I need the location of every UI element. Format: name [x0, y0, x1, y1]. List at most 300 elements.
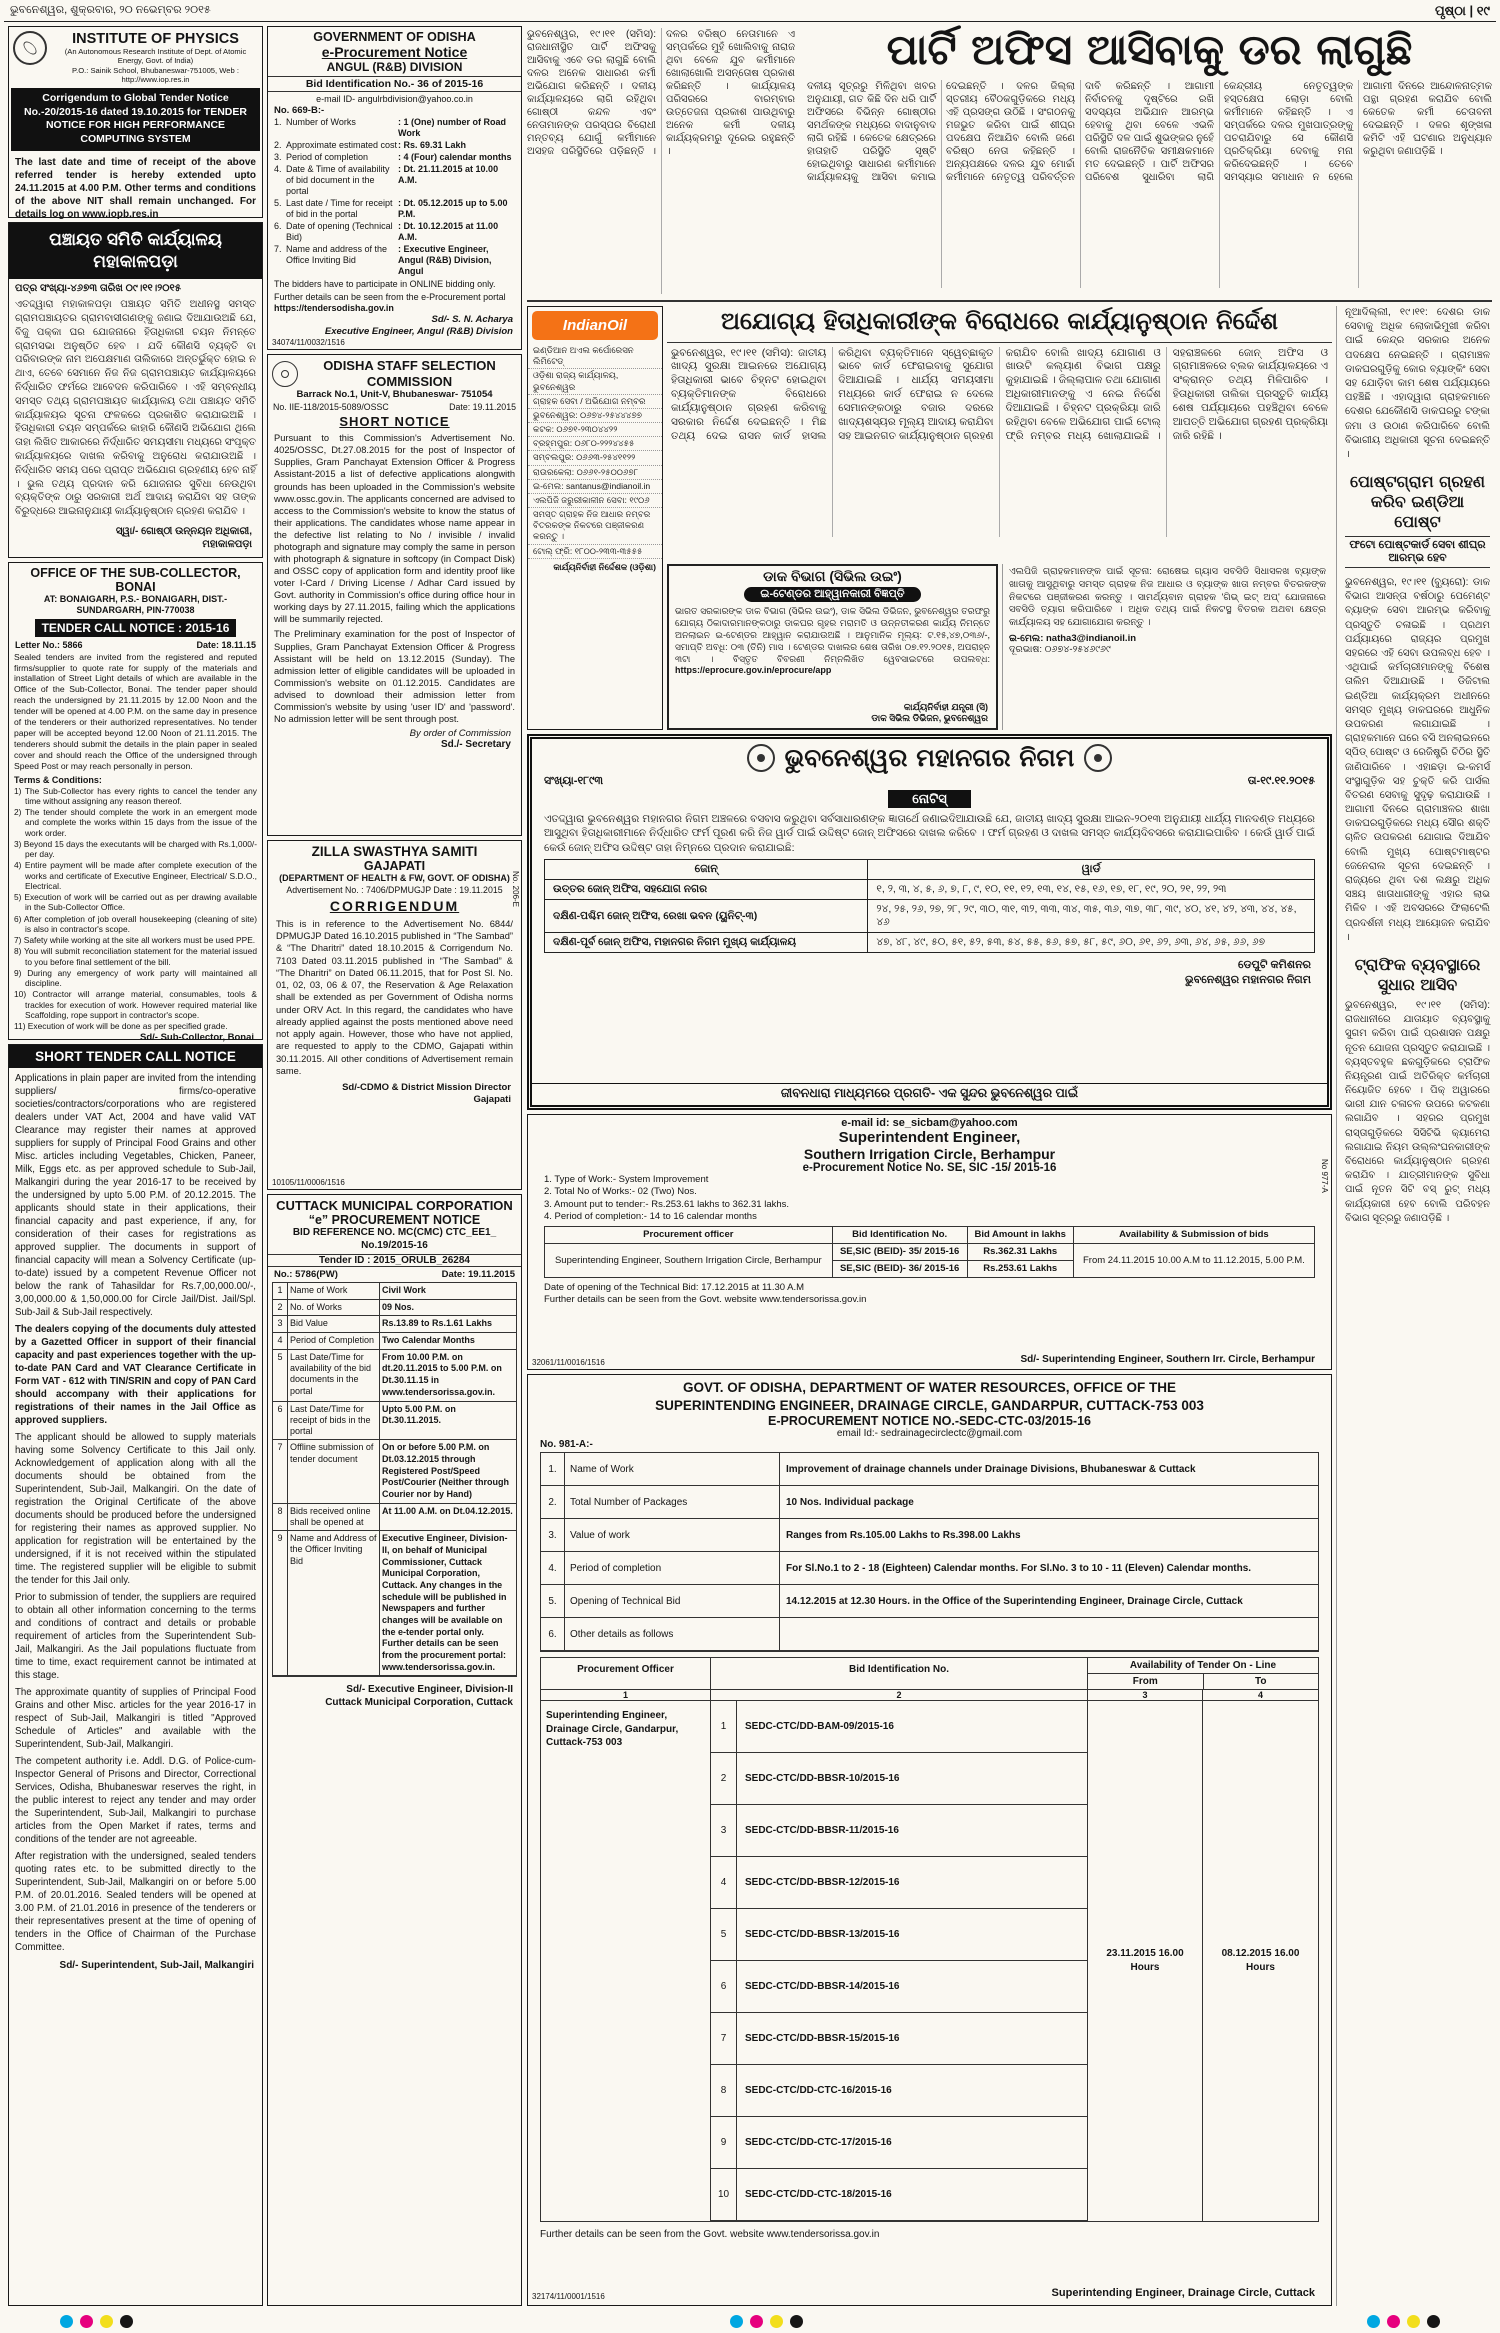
- online-note: The bidders have to participate in ONLINE bidding only.: [274, 278, 496, 289]
- notice-panchayat-samiti: [8, 222, 263, 558]
- advert-indianoil: [527, 306, 663, 730]
- term-item: 4) Entire payment will be made after complete execution of the works and certificate of Executive Engineer, Electrical/ S.D.O., Electrical.: [14, 860, 257, 891]
- procurement-officer: Superintending Engineer, Drainage Circle, Gandarpur, Cuttack-753 003: [541, 1701, 711, 2221]
- notice-date: Date: 19.11.2015: [441, 1269, 515, 1280]
- bid-row: [711, 1857, 1087, 1909]
- row-label: Bids received online shall be opened at: [288, 1504, 380, 1531]
- corporation-name: ଭୁବନେଶ୍ୱର ମହାନଗର ନିଗମ: [784, 743, 1075, 772]
- ossc-emblem-icon: [272, 361, 298, 387]
- bid-serial: 4: [711, 1857, 737, 1908]
- notice-number: ସଂଖ୍ୟା-୧୮୯୩: [544, 775, 604, 787]
- ward-list: ୧, ୨, ୩, ୪, ୫, ୬, ୭, ୮, ୯, ୧୦, ୧୧, ୧୨, ୧୩, ୧୪, ୧୫, ୧୬, ୧୭, ୧୮, ୧୯, ୨୦, ୨୧, ୨୨, ୨୩: [868, 880, 1315, 900]
- bid-details-list: [268, 116, 521, 277]
- row-value: Rs.13.89 to Rs.1.61 Lakhs: [382, 1318, 493, 1329]
- work-detail-line: 4. Period of completion:- 14 to 16 calendar months: [544, 1211, 757, 1223]
- bid-amount: Rs.253.61 Lakhs: [967, 1261, 1073, 1278]
- notice-paragraph: The Preliminary examination for the post of Inspector of Supplies, Gram Panchayat Extension Officer & Progress Assistant will be held on 13.12.2015 (Sunday). The admission letter of eligible candidates will be uploaded in Commission's website on 01.12.2015. Candidates are advised to download their admission letter from Commission's website by using 'user ID' and 'password'. No admission letter will be sent through post.: [274, 629, 515, 724]
- advert-side-code: No 977-A: [1320, 1159, 1329, 1193]
- row-number: 5.: [541, 1585, 565, 1617]
- black-mark-icon: [790, 2315, 803, 2328]
- notice-paragraph: Applications in plain paper are invited from the intending suppliers/ firms/co-operative societies/contractors/corporations who are registered dealers under VAT Act, 2004 and have valid VAT Clearance may register their names at approved suppliers for supply of Principal Food Grains and other Misc. articles including Vegetables, Chicken, Paneer, Milk, Eggs etc. as per approved schedule to Sub-Jail, Malkangiri during the year 2016-17 to be received by the undersigned by upto 5.00 P.M. of 20.12.2015. The applicants should state in their applications, their financial capacity and past experience, if any, for consideration of their cases for registrations as approved supplier. The documents in support of financial capacity will mean a Solvency Certificate (up-to-date) issued by a competent Revenue Officer not below the rank of Tahasildar for Rs.7,00,000.00/-, 3,00,000.00 & 1,50,000.00 for Circle Jail/Dist. Jail/Spl. Sub-Jail & Sub-Jail respectively.: [15, 1073, 256, 1318]
- row-number: 3.: [541, 1519, 565, 1551]
- reference-number: No. 981-A:-: [540, 1439, 593, 1451]
- yellow-mark-icon: [770, 2315, 783, 2328]
- notice-body: ଏତଦ୍ଦ୍ୱାରା ଭୁବନେଶ୍ୱର ମହାନଗର ନିଗମ ଅଞ୍ଚଳରେ ବସବାସ କରୁଥିବା ସର୍ବସାଧାରଣଙ୍କ ଜ୍ଞାତାର୍ଥେ ଜଣାଇଦିଆଯାଉଛି ଯେ, ଜାତୀୟ ଖାଦ୍ୟ ସୁରକ୍ଷା ଆଇନ-୨୦୧୩ ଅନୁଯାୟୀ ଧାର୍ଯ୍ୟ ମାନଦଣ୍ଡ ମଧ୍ୟରେ ଆସୁଥିବା ହିତାଧିକାରୀମାନେ ନିର୍ଦ୍ଧାରିତ ଫର୍ମ ପୂରଣ କରି ନିଜ ୱାର୍ଡ ପାଇଁ ଉଦ୍ଦିଷ୍ଟ ଜୋନ୍ ଅଫିସରେ ଦାଖଲ କରିବେ । ଫର୍ମ ଗ୍ରହଣ ଓ ଦାଖଲ ସମସ୍ତ କାର୍ଯ୍ୟଦିବସରେ କରାଯାଇପାରିବ । କେଉଁ ୱାର୍ଡ ପାଇଁ କେଉଁ ଜୋନ୍ ଅଫିସ ଉଦ୍ଦିଷ୍ଟ ତାହା ନିମ୍ନରେ ପ୍ରଦାନ କରାଯାଇଛି:: [544, 813, 1315, 854]
- tender-id: Tender ID : 2015_ORULB_26284: [268, 1254, 521, 1267]
- bid-id: SEDC-CTC/DD-CTC-18/2015-16: [745, 2189, 892, 2201]
- article-action-against-beneficiaries: [667, 306, 1332, 560]
- bid-serial: 7: [711, 2013, 737, 2064]
- column-header: Availability & Submission of bids: [1073, 1227, 1314, 1244]
- notice-angul-rb-division: [267, 26, 522, 350]
- indianoil-info-list: [528, 344, 662, 559]
- article-lead: ଭୁବନେଶ୍ୱର, ୧୯।୧୧ (ସମିସ): ରାଜଧାନୀସ୍ଥିତ ପାର୍ଟି ଅଫିସକୁ ଆସିବାକୁ ଏବେ ଡର ଲାଗୁଛି ବୋଲି ଦଳର ଅନେକ ସାଧାରଣ କର୍ମୀ ଅଭିଯୋଗ କରିଛନ୍ତି । ଦଳୀୟ କାର୍ଯ୍ୟାଳୟରେ ଲାଗି ରହିଥିବା ଗୋଷ୍ଠୀ କନ୍ଦଳ ଏବଂ ନେତାମାନଙ୍କ ପରସ୍ପର ବିରୋଧୀ ମନ୍ତବ୍ୟ ଯୋଗୁଁ କର୍ମୀମାନେ ଅସହଜ ପରିସ୍ଥିତିରେ ପଡ଼ିଛନ୍ତି । ଦଳର ବରିଷ୍ଠ ନେତାମାନେ ଏ ସମ୍ପର୍କରେ ମୁହଁ ଖୋଲିବାକୁ ନାରାଜ ଥିବା ବେଳେ ଯୁବ କର୍ମୀମାନେ ଖୋଲାଖୋଲି ଅସନ୍ତୋଷ ପ୍ରକାଶ କରିଛନ୍ତି । କାର୍ଯ୍ୟାଳୟ ପରିସରରେ ବାରମ୍ବାର ଉତ୍ତେଜନା ପ୍ରକାଶ ପାଉଥିବାରୁ ଅନେକ କର୍ମୀ ଦଳୀୟ କାର୍ଯ୍ୟକ୍ରମରୁ ଦୂରେଇ ରହୁଛନ୍ତି ।: [527, 29, 795, 157]
- table-row: [273, 1316, 516, 1333]
- bid-id: SE,SIC (BEID)- 36/ 2015-16: [832, 1261, 967, 1278]
- row-label: Name of Work: [288, 1283, 380, 1299]
- row-label: Total Number of Packages: [565, 1486, 780, 1518]
- column-header-bid-id: Bid Identification No.: [711, 1658, 1088, 1689]
- notice-short-tender-malkangiri: [8, 1044, 263, 2306]
- department-line: (DEPARTMENT OF HEALTH & FW, GOVT. OF ODISHA): [279, 873, 510, 883]
- row-label: No. of Works: [288, 1300, 380, 1316]
- notice-paragraph: The approximate quantity of supplies of Principal Food Grains and other Misc. articles for the year 2016-17 in respect of Sub-Jail, Malkangiri is titled "Approved Schedule of Articles" and available with the Superintendent, Sub-Jail, Malkangiri.: [15, 1687, 256, 1750]
- signatory-title: Executive Engineer, Angul (R&B) Division: [324, 326, 513, 338]
- info-line: ଭୁବନେଶ୍ୱର: ୦୬୭୪-୨୫୪୪୪୭୭: [528, 409, 662, 423]
- row-number: 5.: [274, 197, 282, 208]
- bid-id-list: [711, 1701, 1088, 2221]
- row-label: Name and address of the Office Inviting Bid: [286, 243, 388, 265]
- table-row: [273, 1350, 516, 1402]
- work-details-list: [528, 1174, 1331, 1223]
- info-line: କଟକ: ୦୬୭୧-୨୩୦୪୪୨୨: [528, 423, 662, 437]
- info-line: ଇଣ୍ଡିଆନ ଅଏଲ କର୍ପୋରେସନ ଲିମିଟେଡ୍: [528, 344, 662, 369]
- row-value: 10 Nos. Individual package: [786, 1496, 914, 1508]
- column-header-ward: ୱାର୍ଡ: [868, 860, 1315, 880]
- article-headline: ଅଯୋଗ୍ୟ ହିତାଧିକାରୀଙ୍କ ବିରୋଧରେ କାର୍ଯ୍ୟାନୁଷ୍ଠାନ ନିର୍ଦ୍ଦେଶ: [667, 306, 1332, 343]
- column-header: Procurement officer: [545, 1227, 833, 1244]
- row-number: 4.: [274, 163, 282, 174]
- yellow-mark-icon: [1407, 2315, 1420, 2328]
- bid-detail-row: [268, 116, 521, 139]
- row-label: Approximate estimated cost: [286, 139, 398, 150]
- row-number: 7: [273, 1440, 288, 1502]
- notice-body: ଏଲପିଜି ଗ୍ରାହକମାନଙ୍କ ପାଇଁ ସୂଚନା: ରୋଷେଇ ଗ୍ୟାସ ସବସିଡି ସିଧାସଳଖ ବ୍ୟାଙ୍କ ଖାତାକୁ ଆସୁଥିବାରୁ ସମସ୍ତ ଗ୍ରାହକ ନିଜ ଆଧାର ଓ ବ୍ୟାଙ୍କ ଖାତା ନମ୍ବର ବିତରକଙ୍କ ନିକଟରେ ପଞ୍ଜୀକରଣ କରନ୍ତୁ । ସାମର୍ଥ୍ୟବାନ ଗ୍ରାହକ 'ଗିଭ୍ ଇଟ୍ ଅପ୍' ଯୋଜନାରେ ସବସିଡି ତ୍ୟାଗ କରିପାରିବେ । ଅଧିକ ତଥ୍ୟ ପାଇଁ ନିକଟସ୍ଥ ବିତରକ ଅଥବା କ୍ଷେତ୍ର କାର୍ଯ୍ୟାଳୟ ସହ ଯୋଗାଯୋଗ କରନ୍ତୁ ।: [1009, 566, 1326, 629]
- tagline: ଜୀବନଧାରା ମାଧ୍ୟମରେ ପ୍ରଗତି- ଏକ ସୁନ୍ଦର ଭୁବନେଶ୍ୱର ପାଇଁ: [532, 1083, 1327, 1103]
- brief-deck: ଫଟୋ ପୋଷ୍ଟକାର୍ଡ ସେବା ଶୀଘ୍ର ଆରମ୍ଭ ହେବ: [1345, 536, 1490, 568]
- org-address: P.O.: Sainik School, Bhubaneswar-751005, Web : http://www.iop.res.in: [72, 65, 239, 85]
- masthead-page-number: ପୃଷ୍ଠା | ୧୯: [1434, 2, 1490, 18]
- contact-email[interactable]: e-mail id: se_sicbam@yahoo.com: [841, 1117, 1018, 1129]
- info-line: ଟୋଲ୍ ଫ୍ରି: ୧୮୦୦-୨୩୩-୩୫୫୫: [528, 545, 662, 559]
- corrigendum-title: Corrigendum to Global Tender Notice No.-20/2015-16 dated 19.10.2015 for TENDER NOTICE FOR HIGH PERFORMANCE COMPUTING SYSTEM: [11, 88, 260, 151]
- row-value: Executive Engineer, Division-II, on behalf of Municipal Commissioner, Cuttack Municipal Corporation, Cuttack. Any changes in the schedule will be published in Newspapers and further changes will be available on the e-tender portal only. Further details can be seen from the procurement portal: www.tendersorissa.gov.in.: [382, 1533, 508, 1672]
- table-row: [541, 1552, 1318, 1585]
- notice-title-line2: ମହାକାଳପଡ଼ା: [93, 252, 178, 272]
- row-number: 2.: [274, 139, 282, 150]
- term-item: 5) Execution of work will be carried out as per drawing available in the Sub-Collector Office.: [14, 892, 257, 913]
- row-value: Improvement of drainage channels under Drainage Divisions, Bhubaneswar & Cuttack: [786, 1463, 1196, 1475]
- article-body: ଭୁବନେଶ୍ୱର, ୧୯।୧୧ (ସମିସ): ଜାତୀୟ ଖାଦ୍ୟ ସୁରକ୍ଷା ଆଇନରେ ଅଯୋଗ୍ୟ ହିତାଧିକାରୀ ଭାବେ ଚିହ୍ନଟ ହୋଇଥିବା ବ୍ୟକ୍ତିମାନଙ୍କ ବିରୋଧରେ କାର୍ଯ୍ୟାନୁଷ୍ଠାନ ଗ୍ରହଣ କରିବାକୁ ସରକାର ନିର୍ଦ୍ଦେଶ ଦେଇଛନ୍ତି । ମିଛ ତଥ୍ୟ ଦେଇ ରାସନ କାର୍ଡ ହାସଲ କରିଥିବା ବ୍ୟକ୍ତିମାନେ ସ୍ୱେଚ୍ଛାକୃତ ଭାବେ କାର୍ଡ ଫେରାଇବାକୁ ସୁଯୋଗ ଦିଆଯାଇଛି । ଧାର୍ଯ୍ୟ ସମୟସୀମା ମଧ୍ୟରେ କାର୍ଡ ଫେରାଇ ନ ଦେଲେ ସେମାନଙ୍କଠାରୁ ବଜାର ଦରରେ ଖାଦ୍ୟଶସ୍ୟର ମୂଲ୍ୟ ଆଦାୟ କରାଯିବା ସହ ଆଇନଗତ କାର୍ଯ୍ୟାନୁଷ୍ଠାନ ଗ୍ରହଣ କରାଯିବ ବୋଲି ଖାଦ୍ୟ ଯୋଗାଣ ଓ ଖାଉଟି କଲ୍ୟାଣ ବିଭାଗ ପକ୍ଷରୁ କୁହାଯାଇଛି । ଜିଲ୍ଲାପାଳ ତଥା ଯୋଗାଣ ଅଧିକାରୀମାନଙ୍କୁ ଏ ନେଇ ନିର୍ଦ୍ଦେଶ ଦିଆଯାଇଛି । ଚିହ୍ନଟ ପ୍ରକ୍ରିୟା ଜାରି ରହିଥିବା ବେଳେ ଅଭିଯୋଗ ପାଇଁ ଟୋଲ୍ ଫ୍ରି ନମ୍ବର ମଧ୍ୟ ଖୋଲାଯାଇଛି । ସହରାଞ୍ଚଳରେ ଜୋନ୍ ଅଫିସ ଓ ଗ୍ରାମାଞ୍ଚଳରେ ବ୍ଲକ କାର୍ଯ୍ୟାଳୟରେ ଏ ସଂକ୍ରାନ୍ତ ତଥ୍ୟ ମିଳିପାରିବ । ହିତାଧିକାରୀ ତାଲିକା ପ୍ରସ୍ତୁତି କାର୍ଯ୍ୟ ଶେଷ ପର୍ଯ୍ୟାୟରେ ପହଞ୍ଚିଥିବା ବେଳେ ଆପତ୍ତି ଅଭିଯୋଗ ଗ୍ରହଣ ପ୍ରକ୍ରିୟା ଜାରି ରହିଛି ।: [671, 346, 1328, 442]
- table-row: [273, 1300, 516, 1317]
- bid-id: SEDC-CTC/DD-BBSR-13/2015-16: [745, 1929, 900, 1941]
- term-item: 3) Beyond 15 days the executants will be charged with Rs.1,000/- per day.: [14, 838, 258, 860]
- signatory: [9, 521, 262, 551]
- bid-serial: 2: [711, 1753, 737, 1804]
- term-item: 10) Contractor will arrange material, consumables, tools & trackles for execution of work. However required material like Scaffolding, rope support in contractor's scope.: [14, 989, 257, 1020]
- column-numbers: [541, 1690, 1318, 1701]
- table-row: [541, 1585, 1318, 1618]
- row-label: Last Date/Time for receipt of bids in the portal: [288, 1402, 380, 1440]
- row-value: : 1 (One) number of Road Work: [398, 117, 506, 138]
- row-label: Date & Time of availability of bid document in the portal: [286, 163, 390, 196]
- notice-drainage-circle-cuttack: [527, 1374, 1332, 2306]
- corrigendum-body: This is in reference to the Advertisement No. 6844/ DPMUGJP Dated 16.10.2015 published in “The Sambad” & “The Dharitri” dated 18.10.2015 & Corrigendum No. 7103 Dated 03.11.2015 published in “The Sambad” & “The Dharitri” on Dated 06.11.2015, that for Post Sl. No. 01, 02, 03, 06 & 07, the Reservation & Age Relaxation shall be extended as per Government of Odisha norms under ORV Act. In this regard, the candidates who have already applied against the posts mentioned above need not apply again. However, those who have not applied, are requested to apply to the CDMO, Gajapati within 30.11.2015. All other conditions of Advertisement remain same.: [276, 918, 513, 1076]
- row-label: Name of Work: [565, 1453, 780, 1485]
- row-label: Offline submission of tender document: [288, 1440, 380, 1502]
- signatory-line2: ମହାକାଳପଡ଼ା: [202, 538, 252, 550]
- email-line: e-mail ID- angulrbdivision@yahoo.co.in: [316, 94, 473, 104]
- terms-list: [9, 786, 262, 1033]
- notice-bhubaneswar-municipal-corporation: [527, 734, 1332, 1110]
- eprocure-link[interactable]: https://eprocure.gov.in/eprocure/app: [675, 665, 832, 676]
- bid-detail-row: [268, 151, 521, 163]
- bid-detail-row: [268, 197, 521, 220]
- office-address: AT: BONAIGARH, P.S.- BONAIGARH, DIST.- SUNDARGARH, PIN-770038: [43, 594, 228, 615]
- contact-email[interactable]: ଇ-ମେଲ: natha3@indianoil.in: [1009, 633, 1137, 645]
- bid-row: [711, 2117, 1087, 2169]
- commission-address: Barrack No.1, Unit-V, Bhubaneswar- 751054: [296, 389, 493, 401]
- signatory-line1: ସ୍ୱା/- ଗୋଷ୍ଠୀ ଉନ୍ନୟନ ଅଧିକାରୀ,: [115, 525, 252, 537]
- cyan-mark-icon: [1367, 2315, 1380, 2328]
- term-item: 6) After completion of job overall housekeeping (cleaning of site) is also in contractor's scope.: [14, 913, 257, 934]
- info-line: ଏଲପିଜି ଜରୁରୀକାଳୀନ ସେବା: ୧୯୦୬: [528, 494, 662, 508]
- department-title: ଡାକ ବିଭାଗ (ସିଭିଲ ଉଇଂ): [763, 568, 902, 584]
- magenta-mark-icon: [80, 2315, 93, 2328]
- availability-title: Availability of Tender On - Line: [1088, 1658, 1318, 1674]
- by-order-line: By order of Commission: [409, 728, 511, 740]
- row-value: Civil Work: [382, 1285, 426, 1295]
- row-number: 2.: [541, 1486, 565, 1518]
- row-number: 7.: [274, 243, 282, 254]
- bid-detail-row: [268, 220, 521, 243]
- column-header-from: From: [1088, 1674, 1204, 1689]
- notice-heading: SHORT NOTICE: [339, 414, 450, 430]
- row-value: : Rs. 69.31 Lakh: [398, 139, 467, 150]
- brief-headline: ଟ୍ରାଫିକ ବ୍ୟବସ୍ଥାରେ ସୁଧାର ଆସିବ: [1354, 954, 1481, 994]
- brief-paragraph: ଭୁବନେଶ୍ୱର, ୧୯।୧୧ (ସମିସ): ରାଜଧାନୀରେ ଯାତାୟାତ ବ୍ୟବସ୍ଥାକୁ ସୁଗମ କରିବା ପାଇଁ ପ୍ରଶାସନ ପକ୍ଷରୁ ନୂତନ ଯୋଜନା ପ୍ରସ୍ତୁତ କରାଯାଇଛି । ବ୍ୟସ୍ତବହୁଳ ଛକଗୁଡ଼ିକରେ ଟ୍ରାଫିକ ନିୟନ୍ତ୍ରଣ ପାଇଁ ଅତିରିକ୍ତ କର୍ମଚାରୀ ନିୟୋଜିତ ହେବେ । ପିକ୍ ଅୱାରରେ ଭାରୀ ଯାନ ଚଳାଚଳ ଉପରେ କଟକଣା ଲଗାଯିବ । ସହରର ପ୍ରମୁଖ ରାସ୍ତାଗୁଡ଼ିକରେ ସିସିଟିଭି କ୍ୟାମେରା ଲଗାଯାଇ ନିୟମ ଉଲ୍ଲଂଘନକାରୀଙ୍କ ବିରୋଧରେ କାର୍ଯ୍ୟାନୁଷ୍ଠାନ ଗ୍ରହଣ କରାଯିବ । ଯାତ୍ରୀମାନଙ୍କ ସୁବିଧା ପାଇଁ ନୂତନ ସିଟି ବସ୍ ରୁଟ୍ ମଧ୍ୟ କାର୍ଯ୍ୟକାରୀ ହେବ ବୋଲି ପରିବହନ ବିଭାଗ ସୂତ୍ରରୁ ଜଣାପଡ଼ିଛି ।: [1345, 999, 1490, 1224]
- notice-body: ଏତଦ୍ଦ୍ୱାରା ମହାକାଳପଡ଼ା ପଞ୍ଚାୟତ ସମିତି ଅଧୀନସ୍ଥ ସମସ୍ତ ଗ୍ରାମପଞ୍ଚାୟତର ଗ୍ରାମବାସୀଗଣଙ୍କୁ ଜଣାଇ ଦିଆଯାଉଅଛି ଯେ, ବିଜୁ ପକ୍କା ଘର ଯୋଜନାରେ ହିତାଧିକାରୀ ଚୟନ ନିମନ୍ତେ ଗ୍ରାମସଭା ଅନୁଷ୍ଠିତ ହେବ । ଯଦି କୌଣସି ବ୍ୟକ୍ତି ବା ପରିବାରଙ୍କ ନାମ ଅପେକ୍ଷମାଣ ତାଲିକାରେ ଅନ୍ତର୍ଭୁକ୍ତ ହୋଇ ନ ଥାଏ, ତେବେ ସେମାନେ ନିଜ ନିଜ ଗ୍ରାମପଞ୍ଚାୟତ କାର୍ଯ୍ୟାଳୟରେ ନିର୍ଦ୍ଧାରିତ ଫର୍ମରେ ଆବେଦନ କରିପାରିବେ । ଏହି ସମ୍ବନ୍ଧୀୟ ସମସ୍ତ ତଥ୍ୟ ଗ୍ରାମପଞ୍ଚାୟତ କାର୍ଯ୍ୟାଳୟ ତଥା ପଞ୍ଚାୟତ ସମିତି କାର୍ଯ୍ୟାଳୟର ସୂଚନା ଫଳକରେ ପ୍ରକାଶିତ କରାଯାଇଅଛି । ହିତାଧିକାରୀ ଚୟନ ସମ୍ପର୍କରେ କାହାରି କୌଣସି ଅଭିଯୋଗ ଥିଲେ ତାହା ଲିଖିତ ଆକାରରେ ନିର୍ଦ୍ଧାରିତ ସମୟସୀମା ମଧ୍ୟରେ ସଂପୃକ୍ତ କାର୍ଯ୍ୟାଳୟରେ ଦାଖଲ କରିବାକୁ ଅନୁରୋଧ କରାଯାଉଅଛି । ନିର୍ଦ୍ଧାରିତ ସମୟ ପରେ ପ୍ରାପ୍ତ ଅଭିଯୋଗ ଗ୍ରହଣୀୟ ହେବ ନାହିଁ । ଭୁଲ ତଥ୍ୟ ପ୍ରଦାନ କରି ଯୋଜନାର ସୁବିଧା ନେଉଥିବା ବ୍ୟକ୍ତିଙ୍କ ଠାରୁ ସରକାରୀ ଅର୍ଥ ଆଦାୟ କରାଯିବା ସହ ତାଙ୍କ ବିରୁଦ୍ଧରେ ଆଇନାନୁଯାୟୀ କାର୍ଯ୍ୟାନୁଷ୍ଠାନ ଗ୍ରହଣ କରାଯିବ ।: [15, 299, 256, 518]
- row-label: Name and Address of the Officer Inviting Bid: [288, 1531, 380, 1675]
- etender-heading: ଇ-ଟେଣ୍ଡର ଆହ୍ୱାନକାରୀ ବିଜ୍ଞପ୍ତି: [744, 587, 920, 602]
- notice-paragraph: After registration with the undersigned, sealed tenders quoting rates etc. to be submitted directly to the Superintendent, Sub-Jail, Malkangiri on or before 5.00 P.M. of 20.01.2016. Sealed tenders will be opened at 3.00 P.M. of 21.01.2016 in presence of the tenderers or their representatives present at the time of opening of tenders in the Office of Chairman of the Purchase Committee.: [15, 1851, 256, 1953]
- table-row: [273, 1402, 516, 1441]
- notice-paragraph: Pursuant to this Commission's Advertisement No. 4025/OSSC, Dt.27.08.2015 for the post of Inspector of Supplies, Gram Panchayat Extension Officer & Progress Assistant-2015 a list of defective applications alongwith grounds has been uploaded in the Commission's website www.ossc.gov.in. The applicants concerned are advised to access to the Commission's website to know the status of their applications. The candidates whose name appear in the defective list relating to No / invisible / invalid photograph and signature may comply the same in person with photograph & signature in softcopy (in Compact Disk) and OSSC copy of application form and identity proof like voter I-Card / Driving License / Adhar Card issued by Govt. authority in Commission's office during office hour in working days by 27.11.2015, failing which the applications will be summarily rejected.: [274, 433, 515, 625]
- further-details: Further details can be seen from the Govt. website www.tendersorissa.gov.in: [544, 1294, 867, 1305]
- row-label: Other details as follows: [565, 1618, 780, 1650]
- zone-name: ଉତ୍ତର ଜୋନ୍ ଅଫିସ, ସହଯୋଗ ନଗର: [545, 880, 868, 900]
- cyan-mark-icon: [730, 2315, 743, 2328]
- notice-type: “e” PROCUREMENT NOTICE: [308, 1213, 481, 1227]
- further-details: Further details can be seen from the Govt. website www.tendersorissa.gov.in: [540, 2229, 880, 2241]
- bid-serial: 3: [711, 1805, 737, 1856]
- bid-serial: 10: [711, 2169, 737, 2220]
- notice-lpg-consumers: [1002, 564, 1332, 730]
- notice-heading: ନୋଟିସ୍: [888, 790, 970, 808]
- advertisement-reference: Advertisement No. : 7406/DPMUGJP Date : 19.11.2015: [286, 884, 503, 895]
- letter-number: Letter No.: 5866: [15, 639, 83, 650]
- row-label: Opening of Technical Bid: [565, 1585, 780, 1617]
- notice-postal-department: [667, 564, 998, 730]
- bid-id: SEDC-CTC/DD-BBSR-10/2015-16: [745, 1773, 900, 1785]
- zone-ward-table: [544, 859, 1315, 953]
- bid-row: [711, 2169, 1087, 2221]
- info-line: ରାଉରକେଲା: ୦୬୬୧-୨୫୦୦୬୭୮: [528, 466, 662, 480]
- signatory: Sd/- Superintending Engineer, Southern Irr. Circle, Berhampur: [1020, 1354, 1315, 1365]
- row-label: Last Date/Time for availability of the bid documents in the portal: [288, 1350, 380, 1401]
- row-number: 2: [273, 1300, 288, 1316]
- row-value: For Sl.No.1 to 2 - 18 (Eighteen) Calendar months. For Sl.No. 3 to 10 - 11 (Eleven) Calendar months.: [786, 1562, 1252, 1574]
- column-header-availability: [1088, 1658, 1318, 1689]
- reference-number: No. IIE-118/2015-5089/OSSC: [273, 402, 389, 413]
- bid-id: SEDC-CTC/DD-CTC-17/2015-16: [745, 2137, 892, 2149]
- signatory-org: ଭୁବନେଶ୍ୱର ମହାନଗର ନିଗମ: [1185, 973, 1311, 986]
- column-number: 1: [541, 1690, 711, 1700]
- office-title-line1: Superintendent Engineer,: [838, 1129, 1021, 1146]
- row-value: : Dt. 10.12.2015 at 11.00 A.M.: [398, 220, 499, 242]
- contact-phone: ଦୂରଭାଷ: ୦୬୭୪-୨୫୪୬୯୬୯: [1009, 644, 1111, 656]
- notice-paragraph: Prior to submission of tender, the suppliers are required to obtain all other information concerning to the terms and conditions of contract and details or probable requirement of articles from the Superintendent Sub-Jail, Malkangiri. As the Jail populations fluctuate from time to time, exact requirement cannot be intimated at this stage.: [15, 1592, 256, 1681]
- table-row: [541, 1519, 1318, 1552]
- info-line: ଗ୍ରାହକ ସେବା / ଅଭିଯୋଗ ନମ୍ବର: [528, 395, 662, 409]
- bid-id: SEDC-CTC/DD-BBSR-12/2015-16: [745, 1877, 900, 1889]
- term-item: 9) During any emergency of work party will maintained all discipline.: [14, 967, 257, 989]
- table-row: [273, 1531, 516, 1676]
- bid-row: [711, 1753, 1087, 1805]
- corrigendum-heading: CORRIGENDUM: [329, 897, 460, 914]
- article-headline: ପାର୍ଟି ଅଫିସ ଆସିବାକୁ ଡର ଲାଗୁଛି: [886, 25, 1413, 74]
- column-header: Bid Amount in lakhs: [967, 1227, 1073, 1244]
- row-number: 6.: [274, 220, 282, 231]
- info-line: ଓଡ଼ିଶା ରାଜ୍ୟ କାର୍ଯ୍ୟାଳୟ, ଭୁବନେଶ୍ୱର: [528, 369, 662, 394]
- signatory-title: ଡେପୁଟି କମିଶନର: [1237, 959, 1311, 972]
- bid-row: [711, 1701, 1087, 1753]
- signatory-title: Sd/- Executive Engineer, Division-II: [346, 1684, 513, 1696]
- signatory-name: Sd/- S. N. Acharya: [431, 314, 513, 326]
- row-value: : Dt. 05.12.2015 up to 5.00 P.M.: [398, 197, 508, 219]
- term-item: 2) The tender should complete the work in an emergent mode and complete the works within 15 days from the issue of the work order.: [14, 807, 257, 838]
- signatory: Sd/- Superintendent, Sub-Jail, Malkangiri: [59, 1960, 254, 1971]
- advert-code: 32174/11/0001/1516: [532, 2292, 605, 2301]
- contact-email[interactable]: email Id:- sedrainagecirclectc@gmail.com: [836, 1428, 1023, 1440]
- notice-ossc: [267, 354, 522, 836]
- advert-code: 10105/11/0006/1516: [272, 1178, 345, 1187]
- bid-identification: Bid Identification No.- 36 of 2015-16: [268, 76, 521, 92]
- bid-row: [711, 1909, 1087, 1961]
- row-label: Bid Value: [288, 1316, 380, 1332]
- row-number: 4.: [541, 1552, 565, 1584]
- corporation-name: CUTTACK MUNICIPAL CORPORATION: [276, 1198, 513, 1213]
- signatory-place: Gajapati: [473, 1094, 511, 1106]
- advert-code: 34074/11/0032/1516: [272, 338, 345, 347]
- row-number: 6: [273, 1402, 288, 1440]
- row-value: From 10.00 P.M. on dt.20.11.2015 to 5.00 P.M. on Dt.30.11.15 in www.tendersorissa.gov.in.: [382, 1351, 502, 1397]
- bid-serial: 6: [711, 1961, 737, 2012]
- notice-title: e-Procurement Notice: [321, 44, 468, 60]
- table-row: [273, 1504, 516, 1532]
- table-row: [545, 1244, 1315, 1261]
- row-value: Two Calendar Months: [382, 1335, 475, 1346]
- column-header: Bid Identification No.: [832, 1227, 967, 1244]
- tender-call-bar: TENDER CALL NOTICE : 2015-16: [35, 619, 236, 637]
- column-number: 4: [1257, 1690, 1263, 1701]
- row-value: : Dt. 21.11.2015 at 10.00 A.M.: [398, 163, 499, 185]
- magenta-mark-icon: [750, 2315, 763, 2328]
- org-district: GAJAPATI: [363, 859, 426, 873]
- work-detail-line: 2. Total No of Works:- 02 (Two) Nos.: [544, 1186, 697, 1198]
- availability-to: 08.12.2015 16.00 Hours: [1221, 1948, 1300, 1974]
- info-line: ବ୍ରହ୍ମପୁର: ୦୬୮୦-୨୨୨୪୪୫୫: [528, 437, 662, 451]
- notice-date: ତା-୧୯.୧୧.୨୦୧୫: [1247, 775, 1315, 787]
- notice-body: ଭାରତ ସରକାରଙ୍କ ଡାକ ବିଭାଗ (ସିଭିଲ ଉଇଂ), ଡାକ ସିଭିଲ ଡିଭିଜନ, ଭୁବନେଶ୍ୱର ତରଫରୁ ଯୋଗ୍ୟ ଠିକାଦାରମାନଙ୍କଠାରୁ ଡାକଘର ଗୃହର ମରାମତି ଓ ଉନ୍ନତୀକରଣ କାର୍ଯ୍ୟ ନିମନ୍ତେ ଅନଲାଇନ ଇ-ଟେଣ୍ଡର ଆହ୍ୱାନ କରାଯାଉଅଛି । ଆନୁମାନିକ ମୂଲ୍ୟ: ଟ.୧୫,୪୭,୦୩୬/-, ସମାପ୍ତି ଅବଧି: ୦୩ (ତିନି) ମାସ । ଟେଣ୍ଡର ଦାଖଲର ଶେଷ ତାରିଖ ୦୭.୧୨.୨୦୧୫, ଅପରାହ୍ନ ୩ଟା । ବିସ୍ତୃତ ବିବରଣୀ ନିମ୍ନଲିଖିତ ୱେବସାଇଟରେ ଉପଲବ୍ଧ:: [675, 606, 990, 664]
- article-party-office: [527, 26, 1492, 302]
- row-value: Upto 5.00 P.M. on Dt.30.11.2015.: [382, 1403, 456, 1426]
- term-item: 8) You will submit reconciliation statement for the material issued to you before final settlement of the bill.: [14, 946, 257, 967]
- commission-name: ODISHA STAFF SELECTION COMMISSION: [323, 358, 496, 389]
- brief-paragraph: ନୂଆଦିଲ୍ଲୀ, ୧୯।୧୧: ଦେଶର ଡାକ ସେବାକୁ ଅଧିକ ଲୋକାଭିମୁଖୀ କରିବା ପାଇଁ କେନ୍ଦ୍ର ସରକାର ଅନେକ ପଦକ୍ଷେପ ନେଇଛନ୍ତି । ଗ୍ରାମାଞ୍ଚଳ ଡାକଘରଗୁଡ଼ିକୁ କୋର ବ୍ୟାଙ୍କିଂ ସେବା ସହ ଯୋଡ଼ିବା କାମ ଶେଷ ପର୍ଯ୍ୟାୟରେ ପହଞ୍ଚିଛି । ଏହାଦ୍ୱାରା ଗ୍ରାହକମାନେ ଦେଶର ଯେକୌଣସି ଡାକଘରରୁ ଟଙ୍କା ଜମା ଓ ଉଠାଣ କରିପାରିବେ ବୋଲି ବିଭାଗୀୟ ଅଧିକାରୀ ସୂଚନା ଦେଇଛନ୍ତି ।: [1345, 307, 1490, 460]
- brief-headline: ପୋଷ୍ଟଗ୍ରାମ ଗ୍ରହଣ କରିବ ଇଣ୍ଡିଆ ପୋଷ୍ଟ: [1350, 472, 1485, 532]
- bid-id: SEDC-CTC/DD-BBSR-11/2015-16: [745, 1825, 899, 1837]
- row-label: Period of completion: [565, 1552, 780, 1584]
- row-value: [780, 1618, 1318, 1650]
- terms-title: Terms & Conditions:: [14, 774, 102, 785]
- zone-name: ଦକ୍ଷିଣ-ପୂର୍ବ ଜୋନ୍ ଅଫିସ, ମହାନଗର ନିଗମ ମୁଖ୍ୟ କାର୍ଯ୍ୟାଳୟ: [545, 933, 868, 953]
- notice-paragraph: The applicant should be allowed to supply materials having some Solvency Certificate to this Jail only. Acknowledgement of application along with all the documents should be obtained from the Superintendent, Sub-Jail, Malkangiri. On the date of registration the Original Certificate of the above documents should be produced before the undersigned for registering their names as approved supplier. No application for registration will be entertained by the undersigned, if it is not received within the stipulated time. The registered supplier will be eligible to submit the tender for this Jail only.: [15, 1432, 256, 1586]
- iop-logo-icon: [13, 31, 47, 65]
- bid-serial: 1: [711, 1701, 737, 1752]
- table-row: [545, 880, 1315, 900]
- office-header-line1: GOVT. OF ODISHA, DEPARTMENT OF WATER RESOURCES, OFFICE OF THE: [682, 1380, 1176, 1395]
- work-detail-line: 1. Type of Work:- System Improvement: [544, 1174, 709, 1185]
- work-details-table: [540, 1452, 1319, 1652]
- table-row: [273, 1333, 516, 1350]
- black-mark-icon: [1427, 2315, 1440, 2328]
- row-label: Period of Completion: [288, 1333, 380, 1349]
- bid-row: [711, 2065, 1087, 2117]
- bid-serial: 5: [711, 1909, 737, 1960]
- row-number: 1.: [541, 1453, 565, 1485]
- advert-code: 32061/11/0016/1516: [532, 1358, 605, 1367]
- row-number: 9: [273, 1531, 288, 1675]
- column-number: 3: [1088, 1690, 1203, 1700]
- signatory: Sd/- Sub-Collector, Bonai: [139, 1032, 254, 1044]
- notice-southern-irrigation-circle: [527, 1114, 1332, 1370]
- bid-serial: 8: [711, 2065, 737, 2116]
- procurement-officer: Superintending Engineer, Southern Irrigation Circle, Berhampur: [545, 1244, 833, 1278]
- column-header-officer: Procurement Officer: [541, 1658, 711, 1689]
- bid-reference-line1: BID REFERENCE NO. MC(CMC) CTC_EE1_: [292, 1227, 497, 1238]
- procurement-portal-link[interactable]: https://tendersodisha.gov.in: [274, 303, 394, 314]
- table-row: [273, 1283, 516, 1300]
- bmc-emblem-icon: [747, 744, 775, 772]
- registration-marks: [1367, 2315, 1440, 2328]
- letter-reference: ପତ୍ର ସଂଖ୍ୟା-୪୬୭୩ ତାରିଖ ୦୯।୧୧।୨୦୧୫: [15, 283, 181, 295]
- table-row: [541, 1486, 1318, 1519]
- signatory-org: Cuttack Municipal Corporation, Cuttack: [325, 1697, 513, 1709]
- info-line: ସମ୍ବଲପୁର: ୦୬୬୩-୨୫୪୧୧୨୨: [528, 451, 662, 465]
- office-title: OFFICE OF THE SUB-COLLECTOR, BONAI: [30, 566, 241, 594]
- bid-row: [711, 1961, 1087, 2013]
- org-name: ZILLA SWASTHYA SAMITI: [311, 844, 478, 859]
- column-header-zone: ଜୋନ୍: [545, 860, 868, 880]
- row-value: Ranges from Rs.105.00 Lakhs to Rs.398.00 Lakhs: [786, 1529, 1021, 1541]
- notice-title-line1: ପଞ୍ଚାୟତ ସମିତି କାର୍ଯ୍ୟାଳୟ: [49, 230, 222, 249]
- row-label: Period of completion: [286, 151, 369, 162]
- row-value: 09 Nos.: [382, 1301, 415, 1312]
- bid-id: SEDC-CTC/DD-BBSR-14/2015-16: [745, 1981, 900, 1993]
- bid-row: [711, 2013, 1087, 2065]
- black-mark-icon: [120, 2315, 133, 2328]
- notice-number: No.: 5786(PW): [274, 1269, 338, 1280]
- tender-intro: Sealed tenders are invited from the registered and reputed firms/supplier to quote rate for supply of the materials and installation of Street Light details of which are available in the Office of the Sub-Collector, Bonai. The tender paper should reach the undersigned by 21.11.2015 by 12.00 Noon and the tender will be opened at 4.00 P.M. on the same day in presence of the tenderers or their authorized representatives. No tender paper will be accepted beyond 12.00 Noon of 21.11.2015. The tenderers should submit the details in the plain paper in sealed cover and should reach the Office of the undersigned through Speed Post or may reach personally in person.: [14, 651, 257, 771]
- bmc-emblem-icon: [1084, 744, 1112, 772]
- signatory: Sd./- Secretary: [440, 739, 511, 751]
- info-line: ଇ-ମେଲ: santanus@indianoil.in: [528, 480, 662, 494]
- row-label: Number of Works: [286, 117, 356, 127]
- signatory: କାର୍ଯ୍ୟନିର୍ବାହୀ ନିର୍ଦ୍ଦେଶକ (ଓଡ଼ିଶା): [553, 561, 656, 572]
- bid-row: [711, 1805, 1087, 1857]
- notice-number: E-PROCUREMENT NOTICE NO.-SEDC-CTC-03/2015-16: [768, 1414, 1091, 1429]
- notice-sub-collector-bonai: [8, 562, 263, 1044]
- bid-reference-line2: No.19/2015-16: [361, 1239, 428, 1251]
- row-value: At 11.00 A.M. on Dt.04.12.2015.: [382, 1505, 513, 1516]
- magenta-mark-icon: [1387, 2315, 1400, 2328]
- table-row: [541, 1453, 1318, 1486]
- row-number: 8: [273, 1504, 288, 1531]
- letter-date: Date: 18.11.15: [196, 639, 256, 650]
- row-label: Last date / Time for receipt of bid in the portal: [286, 197, 393, 219]
- org-subtitle: (An Autonomous Research Institute of Dept. of Atomic Energy, Govt. of India): [64, 47, 247, 66]
- row-number: 1: [273, 1283, 288, 1299]
- article-body: ଦଳୀୟ ସୂତ୍ରରୁ ମିଳିଥିବା ଖବର ଅନୁଯାୟୀ, ଗତ କିଛି ଦିନ ଧରି ପାର୍ଟି ଅଫିସରେ ବିଭିନ୍ନ ଗୋଷ୍ଠୀର ସମର୍ଥକଙ୍କ ମଧ୍ୟରେ ବାଦାନୁବାଦ ଲାଗି ରହିଛି । କେତେକ କ୍ଷେତ୍ରରେ ହାତାହାତି ପରିସ୍ଥିତି ସୃଷ୍ଟି ହୋଇଥିବାରୁ ସାଧାରଣ କର୍ମୀମାନେ କାର୍ଯ୍ୟାଳୟକୁ ଆସିବା କମାଇ ଦେଇଛନ୍ତି । ଦଳର ଜିଲ୍ଲା ସ୍ତରୀୟ ବୈଠକଗୁଡ଼ିକରେ ମଧ୍ୟ ଏହି ପ୍ରସଙ୍ଗ ଉଠିଛି । ସଂଗଠନକୁ ମଜଭୁତ କରିବା ପାଇଁ ଶୀଘ୍ର ପଦକ୍ଷେପ ନିଆଯିବ ବୋଲି ଜଣେ ବରିଷ୍ଠ ନେତା କହିଛନ୍ତି । ଅନ୍ୟପକ୍ଷରେ ଦଳର ଯୁବ ମୋର୍ଚ୍ଚା କର୍ମୀମାନେ ନେତୃତ୍ୱ ପରିବର୍ତ୍ତନ ଦାବି କରିଛନ୍ତି । ଆଗାମୀ ନିର୍ବାଚନକୁ ଦୃଷ୍ଟିରେ ରଖି ସଦସ୍ୟତା ଅଭିଯାନ ଆରମ୍ଭ ହେବାକୁ ଥିବା ବେଳେ ଏଭଳି ପରିସ୍ଥିତି ଦଳ ପାଇଁ ଶୁଭଙ୍କର ନୁହେଁ ବୋଲି ରାଜନୈତିକ ସମୀକ୍ଷକମାନେ ମତ ଦେଇଛନ୍ତି । ପାର୍ଟି ଅଫିସର ପରିବେଶ ସୁଧାରିବା ଲାଗି କେନ୍ଦ୍ରୀୟ ନେତୃତ୍ୱଙ୍କ ହସ୍ତକ୍ଷେପ ଲୋଡ଼ା ବୋଲି କର୍ମୀମାନେ କହିଛନ୍ତି । ଏ ସମ୍ପର୍କରେ ଦଳର ମୁଖପାତ୍ରଙ୍କୁ ପଚରାଯିବାରୁ ସେ କୌଣସି ପ୍ରତିକ୍ରିୟା ଦେବାକୁ ମନା କରିଦେଇଛନ୍ତି । ତେବେ ସମସ୍ୟାର ସମାଧାନ ନ ହେଲେ ଆଗାମୀ ଦିନରେ ଆନ୍ଦୋଳନାତ୍ମକ ପନ୍ଥା ଗ୍ରହଣ କରାଯିବ ବୋଲି କେତେକ କର୍ମୀ ଚେତାବନୀ ଦେଇଛନ୍ତି । ଦଳର ଶୃଙ୍ଖଳା କମିଟି ଏହି ଘଟଣାର ଅନୁଧ୍ୟାନ କରୁଥିବା ଜଣାପଡ଼ିଛି ।: [807, 81, 1492, 184]
- org-name: INSTITUTE OF PHYSICS: [72, 31, 239, 47]
- indianoil-logo: IndianOil: [532, 311, 658, 340]
- notice-zilla-swasthya-samiti: [267, 840, 522, 1190]
- table-row: [545, 900, 1315, 933]
- registration-marks: [730, 2315, 803, 2328]
- bid-table: [540, 1657, 1319, 2222]
- technical-bid-date: Date of opening of the Technical Bid: 17.12.2015 at 11.30 A.M: [544, 1282, 805, 1293]
- notice-title: SHORT TENDER CALL NOTICE: [9, 1045, 262, 1068]
- bid-serial: 9: [711, 2117, 737, 2168]
- bid-id: SEDC-CTC/DD-BBSR-15/2015-16: [745, 2033, 900, 2045]
- ward-list: ୨୪, ୨୫, ୨୬, ୨୭, ୨୮, ୨୯, ୩୦, ୩୧, ୩୨, ୩୩, ୩୪, ୩୫, ୩୬, ୩୭, ୩୮, ୩୯, ୪୦, ୪୧, ୪୨, ୪୩, ୪୪, ୪୫, ୪୬: [868, 900, 1315, 933]
- ward-list: ୪୭, ୪୮, ୪୯, ୫୦, ୫୧, ୫୨, ୫୩, ୫୪, ୫୫, ୫୬, ୫୭, ୫୮, ୫୯, ୬୦, ୬୧, ୬୨, ୬୩, ୬୪, ୬୫, ୬୬, ୬୭: [868, 933, 1315, 953]
- masthead-date: ଭୁବନେଶ୍ୱର, ଶୁକ୍ରବାର, ୨୦ ନଭେମ୍ବର ୨୦୧୫: [10, 4, 211, 16]
- procurement-table: [272, 1282, 517, 1677]
- notice-number: e-Procurement Notice No. SE, SIC -15/ 2015-16: [802, 1162, 1057, 1174]
- reference-number: No. 669-B:-: [274, 105, 325, 116]
- signatory-title: Sd/-CDMO & District Mission Director: [342, 1082, 511, 1094]
- row-number: 5: [273, 1350, 288, 1401]
- row-number: 6.: [541, 1618, 565, 1650]
- masthead: [4, 0, 1496, 22]
- table-row: [545, 933, 1315, 953]
- term-item: 7) Safety while working at the site all workers must be used PPE.: [14, 935, 256, 946]
- bid-detail-row: [268, 163, 521, 197]
- division-name: ANGUL (R&B) DIVISION: [326, 60, 463, 74]
- notice-date: Date: 19.11.2015: [449, 402, 516, 413]
